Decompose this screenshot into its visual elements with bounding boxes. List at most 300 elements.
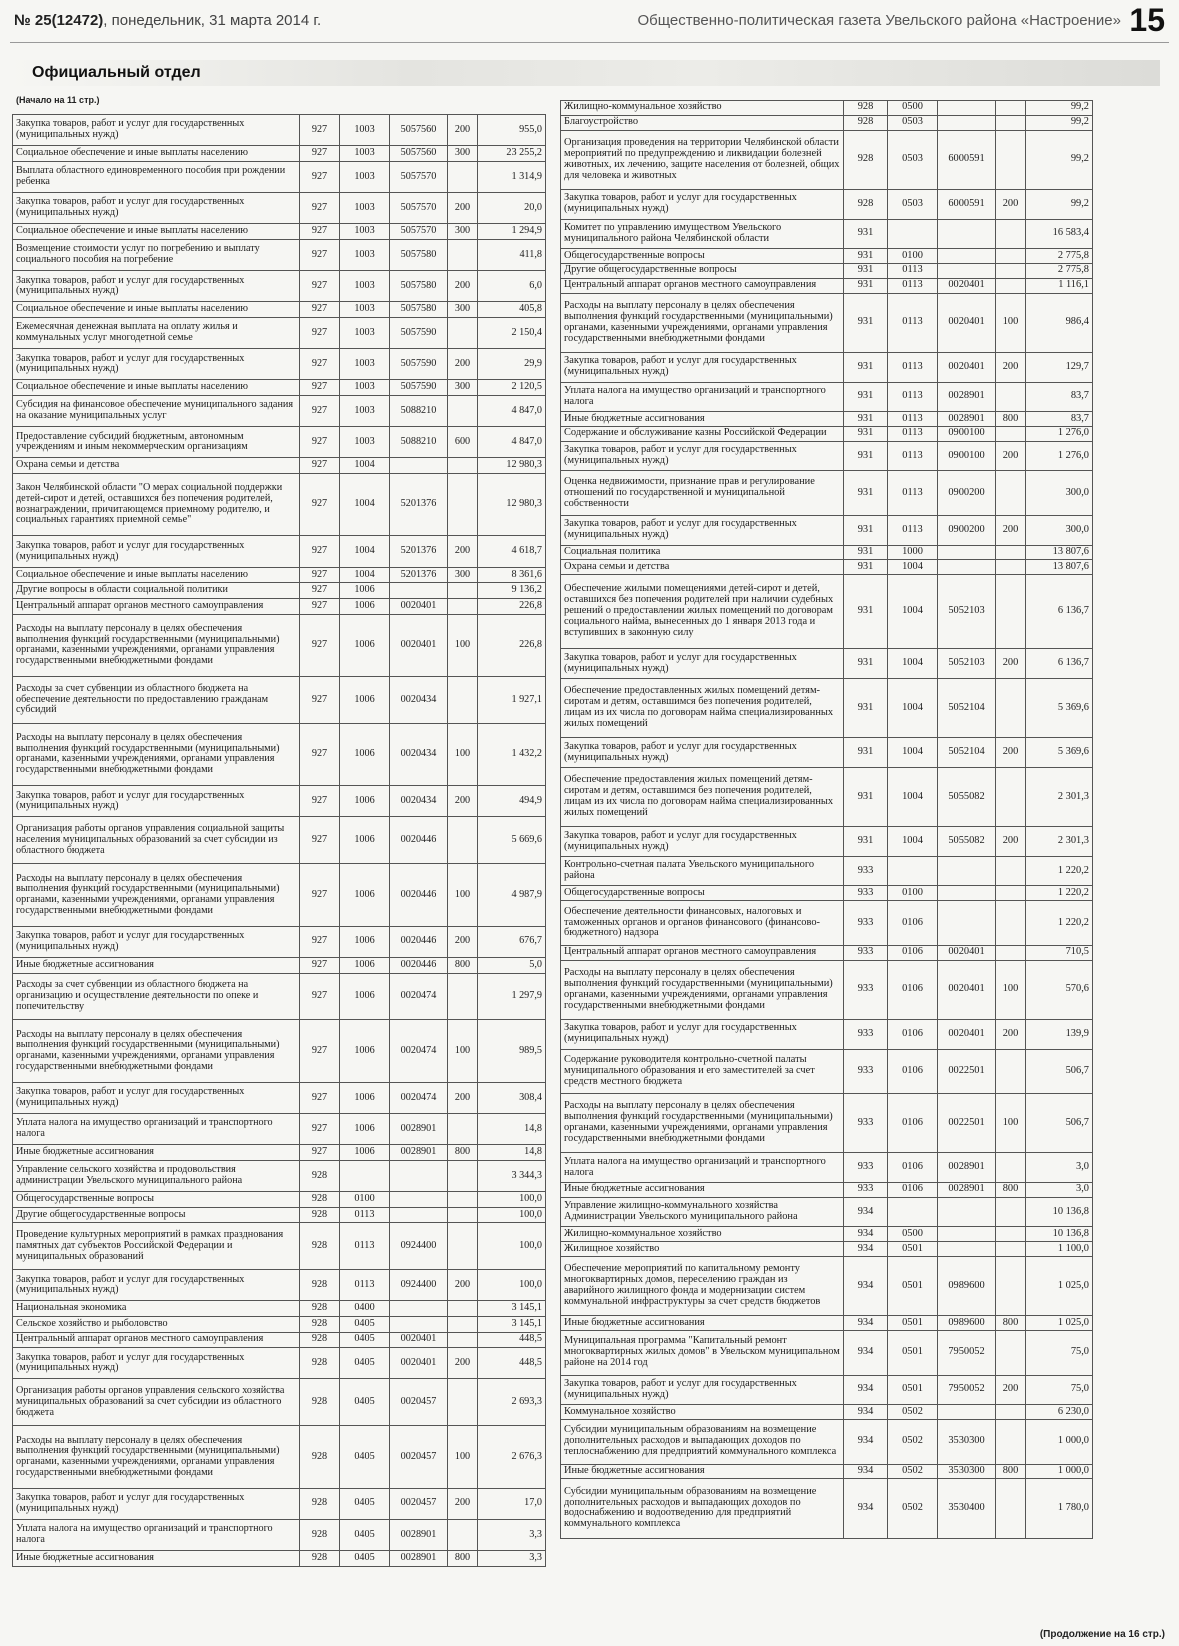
row-type: 200 <box>448 536 478 567</box>
row-amount: 6 136,7 <box>1026 575 1093 649</box>
row-amount: 448,5 <box>478 1332 546 1348</box>
row-ministry: 931 <box>844 427 888 442</box>
table-row <box>13 1270 546 1301</box>
row-section: 0502 <box>888 1405 938 1420</box>
row-section: 1003 <box>340 115 390 146</box>
row-name: Жилищное хозяйство <box>561 1242 844 1257</box>
row-type <box>996 560 1026 575</box>
table-row <box>13 973 546 1020</box>
row-section: 1003 <box>340 380 390 396</box>
row-article <box>390 1160 448 1191</box>
row-section: 1006 <box>340 614 390 676</box>
row-article <box>938 1242 996 1257</box>
row-ministry: 928 <box>300 1379 340 1426</box>
row-article: 0020474 <box>390 1020 448 1082</box>
table-row <box>13 957 546 973</box>
row-type <box>448 161 478 192</box>
row-name: Закупка товаров, работ и услуг для государственных (муниципальных нужд) <box>561 1375 844 1405</box>
row-section: 0503 <box>888 189 938 219</box>
row-type: 800 <box>996 412 1026 427</box>
row-article: 0028901 <box>938 412 996 427</box>
row-article: 5088210 <box>390 427 448 458</box>
row-ministry: 931 <box>844 219 888 249</box>
row-type: 200 <box>996 827 1026 857</box>
row-article: 0900100 <box>938 427 996 442</box>
table-row <box>13 1316 546 1332</box>
row-ministry: 927 <box>300 458 340 474</box>
row-name: Закупка товаров, работ и услуг для государственных (муниципальных нужд) <box>561 649 844 679</box>
row-type: 200 <box>448 1348 478 1379</box>
row-name: Расходы за счет субвенции из областного бюджета на обеспечение деятельности по предоставлению гражданам субсидий <box>13 676 300 723</box>
row-ministry: 927 <box>300 271 340 302</box>
row-amount: 2 775,8 <box>1026 249 1093 264</box>
row-section: 0106 <box>888 1093 938 1152</box>
table-row <box>13 723 546 785</box>
row-name: Обеспечение мероприятий по капитальному ремонту многоквартирных домов, переселению граждан из аварийного жилищного фонда и модернизации систем коммунальной инфраструктуры за счет средств бюджетов <box>561 1257 844 1316</box>
row-article: 0020446 <box>390 926 448 957</box>
row-article: 0020446 <box>390 864 448 926</box>
row-article: 5052104 <box>938 738 996 768</box>
row-type: 200 <box>448 115 478 146</box>
row-amount: 14,8 <box>478 1145 546 1161</box>
row-amount: 3,3 <box>478 1551 546 1567</box>
row-amount: 75,0 <box>1026 1331 1093 1375</box>
row-amount: 3,0 <box>1026 1153 1093 1183</box>
row-name: Иные бюджетные ассигнования <box>561 412 844 427</box>
row-section: 0405 <box>340 1348 390 1379</box>
row-article: 0924400 <box>390 1270 448 1301</box>
row-section: 0113 <box>888 352 938 382</box>
row-ministry: 927 <box>300 380 340 396</box>
budget-table-right-body <box>561 101 1093 1539</box>
row-type <box>448 395 478 426</box>
row-type <box>448 474 478 536</box>
row-section: 1004 <box>340 474 390 536</box>
row-article: 5057590 <box>390 317 448 348</box>
table-row <box>13 1114 546 1145</box>
table-row <box>561 945 1093 960</box>
row-article <box>938 219 996 249</box>
row-name: Выплата областного единовременного пособия при рождении ребенка <box>13 161 300 192</box>
row-name: Уплата налога на имущество организаций и транспортного налога <box>561 382 844 412</box>
row-ministry: 927 <box>300 817 340 864</box>
row-ministry: 933 <box>844 1049 888 1093</box>
row-amount: 2 775,8 <box>1026 264 1093 279</box>
row-amount: 2 120,5 <box>478 380 546 396</box>
table-row <box>561 1242 1093 1257</box>
row-section: 0503 <box>888 130 938 189</box>
row-ministry: 931 <box>844 515 888 545</box>
table-row <box>561 382 1093 412</box>
table-row <box>13 1332 546 1348</box>
row-section: 0405 <box>340 1379 390 1426</box>
row-name: Обеспечение предоставления жилых помещений детям-сиротам и детям, оставшимся без попечения родителей, лицам из их числа по договорам найма специализированных жилых помещений <box>561 767 844 826</box>
table-row <box>561 1464 1093 1479</box>
row-amount: 676,7 <box>478 926 546 957</box>
row-amount: 6,0 <box>478 271 546 302</box>
row-section: 1004 <box>888 575 938 649</box>
row-ministry: 927 <box>300 161 340 192</box>
row-amount: 12 980,3 <box>478 458 546 474</box>
row-ministry: 931 <box>844 293 888 352</box>
row-name: Расходы на выплату персоналу в целях обеспечения выполнения функций государственными (муниципальными) органами, казенными учреждениями, органами управления государственными внебюджетными фондами <box>13 864 300 926</box>
table-row <box>13 1082 546 1113</box>
row-amount: 100,0 <box>478 1192 546 1208</box>
section-title: Официальный отдел <box>32 64 201 81</box>
row-article <box>390 1316 448 1332</box>
row-section: 0113 <box>340 1207 390 1223</box>
row-section: 1004 <box>888 678 938 737</box>
row-section: 1003 <box>340 193 390 224</box>
row-section: 1004 <box>340 567 390 583</box>
row-ministry: 927 <box>300 395 340 426</box>
table-row <box>13 224 546 240</box>
row-article: 5055082 <box>938 767 996 826</box>
row-ministry: 928 <box>844 189 888 219</box>
table-row <box>13 583 546 599</box>
row-amount: 308,4 <box>478 1082 546 1113</box>
row-name: Обеспечение деятельности финансовых, налоговых и таможенных органов и органов финансового (финансово-бюджетного) надзора <box>561 901 844 945</box>
row-section: 0106 <box>888 1049 938 1093</box>
table-row <box>561 1316 1093 1331</box>
row-article: 3530300 <box>938 1464 996 1479</box>
row-amount: 13 807,6 <box>1026 545 1093 560</box>
row-ministry: 934 <box>844 1479 888 1538</box>
row-section: 0501 <box>888 1331 938 1375</box>
row-name: Центральный аппарат органов местного самоуправления <box>13 598 300 614</box>
row-ministry: 928 <box>300 1192 340 1208</box>
row-type <box>996 1479 1026 1538</box>
row-article: 5055082 <box>938 827 996 857</box>
row-amount: 3 145,1 <box>478 1301 546 1317</box>
row-amount: 6 136,7 <box>1026 649 1093 679</box>
table-row <box>561 189 1093 219</box>
row-ministry: 934 <box>844 1420 888 1464</box>
row-amount: 29,9 <box>478 349 546 380</box>
row-ministry: 934 <box>844 1316 888 1331</box>
row-ministry: 928 <box>300 1426 340 1488</box>
row-section: 1006 <box>340 598 390 614</box>
row-amount: 1 220,2 <box>1026 856 1093 886</box>
row-name: Оценка недвижимости, признание прав и регулирование отношений по государственной и муниципальной собственности <box>561 471 844 515</box>
row-ministry: 927 <box>300 598 340 614</box>
row-ministry: 934 <box>844 1197 888 1227</box>
table-row <box>561 1227 1093 1242</box>
row-amount: 1 025,0 <box>1026 1316 1093 1331</box>
table-row <box>561 264 1093 279</box>
row-article: 5057590 <box>390 349 448 380</box>
row-section: 0106 <box>888 945 938 960</box>
row-amount: 2 150,4 <box>478 317 546 348</box>
row-name: Организация работы органов управления сельского хозяйства муниципальных образований за счет субсидии из областного бюджета <box>13 1379 300 1426</box>
row-ministry: 931 <box>844 249 888 264</box>
table-row <box>13 1519 546 1550</box>
row-name: Обеспечение предоставленных жилых помещений детям-сиротам и детям, оставшимся без попечения родителей, лицам из их числа по договорам найма специализированных жилых помещений <box>561 678 844 737</box>
row-ministry: 931 <box>844 649 888 679</box>
row-name: Закупка товаров, работ и услуг для государственных (муниципальных нужд) <box>13 926 300 957</box>
row-ministry: 931 <box>844 264 888 279</box>
row-amount: 506,7 <box>1026 1093 1093 1152</box>
row-amount: 570,6 <box>1026 960 1093 1019</box>
row-article: 6000591 <box>938 189 996 219</box>
row-article: 0020457 <box>390 1379 448 1426</box>
row-type <box>996 278 1026 293</box>
row-section: 1003 <box>340 302 390 318</box>
row-ministry: 928 <box>300 1551 340 1567</box>
row-section: 0106 <box>888 901 938 945</box>
row-ministry: 931 <box>844 352 888 382</box>
row-type: 800 <box>996 1182 1026 1197</box>
row-type <box>448 458 478 474</box>
row-article: 0900200 <box>938 515 996 545</box>
row-name: Социальное обеспечение и иные выплаты населению <box>13 380 300 396</box>
row-article: 0020401 <box>938 960 996 1019</box>
table-row <box>13 115 546 146</box>
row-ministry: 933 <box>844 1019 888 1049</box>
table-row <box>561 901 1093 945</box>
row-article <box>938 1227 996 1242</box>
row-article: 5057570 <box>390 224 448 240</box>
row-type <box>996 901 1026 945</box>
row-type <box>996 886 1026 901</box>
row-section: 0400 <box>340 1301 390 1317</box>
row-type <box>996 219 1026 249</box>
table-row <box>13 614 546 676</box>
row-section: 0501 <box>888 1257 938 1316</box>
budget-table-right <box>560 100 1093 1539</box>
row-section: 0500 <box>888 101 938 116</box>
row-ministry: 931 <box>844 575 888 649</box>
newspaper-name: Общественно-политическая газета Увельского района «Настроение» <box>637 12 1121 29</box>
table-row <box>561 1153 1093 1183</box>
table-row <box>13 1223 546 1270</box>
row-name: Ежемесячная денежная выплата на оплату жилья и коммунальных услуг многодетной семье <box>13 317 300 348</box>
row-article: 0028901 <box>938 382 996 412</box>
table-row <box>561 960 1093 1019</box>
row-type: 100 <box>996 293 1026 352</box>
table-row <box>13 817 546 864</box>
header-rule <box>10 42 1169 43</box>
row-article: 0020401 <box>938 945 996 960</box>
table-row <box>13 864 546 926</box>
row-name: Возмещение стоимости услуг по погребению и выплату социального пособия на погребение <box>13 239 300 270</box>
row-ministry: 928 <box>300 1270 340 1301</box>
row-article <box>938 856 996 886</box>
row-ministry: 927 <box>300 1020 340 1082</box>
row-name: Муниципальная программа "Капитальный ремонт многоквартирных жилых домов" в Увельском муниципальном районе на 2014 год <box>561 1331 844 1375</box>
row-name: Содержание руководителя контрольно-счетной палаты муниципального образования и его заместителей за счет средств местного бюджета <box>561 1049 844 1093</box>
row-name: Иные бюджетные ассигнования <box>13 1145 300 1161</box>
row-ministry: 928 <box>300 1207 340 1223</box>
row-type: 100 <box>448 614 478 676</box>
row-ministry: 933 <box>844 1093 888 1152</box>
row-amount: 405,8 <box>478 302 546 318</box>
row-ministry: 927 <box>300 239 340 270</box>
row-amount: 1 314,9 <box>478 161 546 192</box>
row-ministry: 927 <box>300 224 340 240</box>
row-type: 200 <box>448 1488 478 1519</box>
row-ministry: 931 <box>844 738 888 768</box>
table-row <box>561 1405 1093 1420</box>
row-article: 0020446 <box>390 817 448 864</box>
row-name: Закупка товаров, работ и услуг для государственных (муниципальных нужд) <box>561 352 844 382</box>
table-row <box>13 474 546 536</box>
row-article: 0020401 <box>390 1332 448 1348</box>
row-name: Национальная экономика <box>13 1301 300 1317</box>
row-name: Уплата налога на имущество организаций и транспортного налога <box>13 1114 300 1145</box>
row-ministry: 928 <box>300 1348 340 1379</box>
row-section: 0501 <box>888 1242 938 1257</box>
row-section: 0113 <box>888 515 938 545</box>
table-row <box>561 249 1093 264</box>
row-name: Иные бюджетные ассигнования <box>13 957 300 973</box>
row-name: Управление сельского хозяйства и продовольствия администрации Увельского муниципального района <box>13 1160 300 1191</box>
row-ministry: 928 <box>300 1160 340 1191</box>
row-article: 5057560 <box>390 146 448 162</box>
row-name: Иные бюджетные ассигнования <box>13 1551 300 1567</box>
row-amount: 1 000,0 <box>1026 1420 1093 1464</box>
row-section <box>888 1197 938 1227</box>
row-name: Иные бюджетные ассигнования <box>561 1182 844 1197</box>
row-type <box>448 1192 478 1208</box>
row-type: 600 <box>448 427 478 458</box>
row-type <box>996 1405 1026 1420</box>
table-row <box>561 471 1093 515</box>
row-ministry: 927 <box>300 193 340 224</box>
row-name: Социальное обеспечение и иные выплаты населению <box>13 302 300 318</box>
row-article: 7950052 <box>938 1375 996 1405</box>
row-amount: 989,5 <box>478 1020 546 1082</box>
row-article: 0020474 <box>390 973 448 1020</box>
row-amount: 17,0 <box>478 1488 546 1519</box>
row-name: Расходы на выплату персоналу в целях обеспечения выполнения функций государственными (муниципальными) органами, казенными учреждениями, органами управления государственными внебюджетными фондами <box>13 614 300 676</box>
row-article: 0020401 <box>938 1019 996 1049</box>
row-type: 800 <box>996 1464 1026 1479</box>
row-type <box>448 317 478 348</box>
row-name: Закупка товаров, работ и услуг для государственных (муниципальных нужд) <box>13 536 300 567</box>
row-ministry: 931 <box>844 827 888 857</box>
row-article: 0020457 <box>390 1426 448 1488</box>
row-section: 0100 <box>888 249 938 264</box>
row-name: Обеспечение жилыми помещениями детей-сирот и детей, оставшихся без попечения родителей при наличии судебных решений о предоставлении жилых помещений по договорам социального найма, вынесенных до 1 января 2013 года и вступивших в законную силу <box>561 575 844 649</box>
row-name: Закупка товаров, работ и услуг для государственных (муниципальных нужд) <box>13 786 300 817</box>
row-amount: 494,9 <box>478 786 546 817</box>
row-article: 5201376 <box>390 474 448 536</box>
row-ministry: 927 <box>300 302 340 318</box>
row-amount: 3 145,1 <box>478 1316 546 1332</box>
row-ministry: 933 <box>844 945 888 960</box>
row-ministry: 931 <box>844 545 888 560</box>
row-type <box>996 264 1026 279</box>
row-article: 0028901 <box>938 1182 996 1197</box>
row-type <box>448 598 478 614</box>
row-name: Комитет по управлению имуществом Увельского муниципального района Челябинской области <box>561 219 844 249</box>
row-article: 0028901 <box>390 1145 448 1161</box>
row-article: 5057580 <box>390 239 448 270</box>
row-amount: 1 025,0 <box>1026 1257 1093 1316</box>
row-section: 0113 <box>888 278 938 293</box>
row-amount: 99,2 <box>1026 115 1093 130</box>
row-article: 0020401 <box>938 278 996 293</box>
row-amount: 1 100,0 <box>1026 1242 1093 1257</box>
row-amount: 300,0 <box>1026 515 1093 545</box>
row-amount: 20,0 <box>478 193 546 224</box>
row-type <box>996 1153 1026 1183</box>
row-name: Закупка товаров, работ и услуг для государственных (муниципальных нужд) <box>561 441 844 471</box>
row-amount: 955,0 <box>478 115 546 146</box>
row-amount: 411,8 <box>478 239 546 270</box>
table-row <box>561 560 1093 575</box>
row-type <box>996 130 1026 189</box>
row-type <box>448 1114 478 1145</box>
row-article <box>938 1405 996 1420</box>
row-name: Общегосударственные вопросы <box>13 1192 300 1208</box>
row-ministry: 927 <box>300 864 340 926</box>
row-amount: 1 220,2 <box>1026 886 1093 901</box>
row-name: Расходы на выплату персоналу в целях обеспечения выполнения функций государственными (муниципальными) органами, казенными учреждениями, органами управления государственными внебюджетными фондами <box>13 723 300 785</box>
row-article: 0020446 <box>390 957 448 973</box>
row-type <box>996 471 1026 515</box>
row-name: Закупка товаров, работ и услуг для государственных (муниципальных нужд) <box>561 1019 844 1049</box>
row-name: Закупка товаров, работ и услуг для государственных (муниципальных нужд) <box>561 827 844 857</box>
row-name: Социальное обеспечение и иные выплаты населению <box>13 224 300 240</box>
row-section: 1003 <box>340 317 390 348</box>
row-name: Закупка товаров, работ и услуг для государственных (муниципальных нужд) <box>13 115 300 146</box>
row-article: 5052104 <box>938 678 996 737</box>
row-article: 5201376 <box>390 567 448 583</box>
row-article: 5057590 <box>390 380 448 396</box>
row-amount: 710,5 <box>1026 945 1093 960</box>
row-article: 0020401 <box>390 1348 448 1379</box>
row-article <box>938 1197 996 1227</box>
row-name: Общегосударственные вопросы <box>561 886 844 901</box>
row-article <box>938 560 996 575</box>
row-amount: 1 116,1 <box>1026 278 1093 293</box>
row-article: 0020474 <box>390 1082 448 1113</box>
page-number: 15 <box>1129 2 1165 38</box>
row-amount: 1 927,1 <box>478 676 546 723</box>
row-name: Закупка товаров, работ и услуг для государственных (муниципальных нужд) <box>13 1488 300 1519</box>
row-type: 300 <box>448 380 478 396</box>
row-type: 100 <box>996 1093 1026 1152</box>
issue-number: № 25(12472) <box>14 12 104 29</box>
row-amount: 986,4 <box>1026 293 1093 352</box>
row-section: 0106 <box>888 1153 938 1183</box>
table-row <box>13 1488 546 1519</box>
row-ministry: 931 <box>844 278 888 293</box>
row-amount: 75,0 <box>1026 1375 1093 1405</box>
row-type <box>448 1207 478 1223</box>
table-row <box>13 1348 546 1379</box>
row-ministry: 933 <box>844 1153 888 1183</box>
row-ministry: 934 <box>844 1331 888 1375</box>
row-amount: 100,0 <box>478 1223 546 1270</box>
row-ministry: 927 <box>300 536 340 567</box>
row-section: 0405 <box>340 1488 390 1519</box>
row-section: 0106 <box>888 1182 938 1197</box>
row-name: Проведение культурных мероприятий в рамках празднования памятных дат субъектов Российской Федерации и муниципальных образований <box>13 1223 300 1270</box>
row-name: Организация работы органов управления социальной защиты населения муниципальных образований за счет субсидии из областного бюджета <box>13 817 300 864</box>
row-ministry: 927 <box>300 614 340 676</box>
row-name: Другие общегосударственные вопросы <box>561 264 844 279</box>
row-section: 1004 <box>888 560 938 575</box>
row-ministry: 933 <box>844 1182 888 1197</box>
row-amount: 10 136,8 <box>1026 1197 1093 1227</box>
row-name: Закупка товаров, работ и услуг для государственных (муниципальных нужд) <box>13 1270 300 1301</box>
row-article: 5057580 <box>390 302 448 318</box>
row-section: 1006 <box>340 973 390 1020</box>
table-row <box>561 649 1093 679</box>
